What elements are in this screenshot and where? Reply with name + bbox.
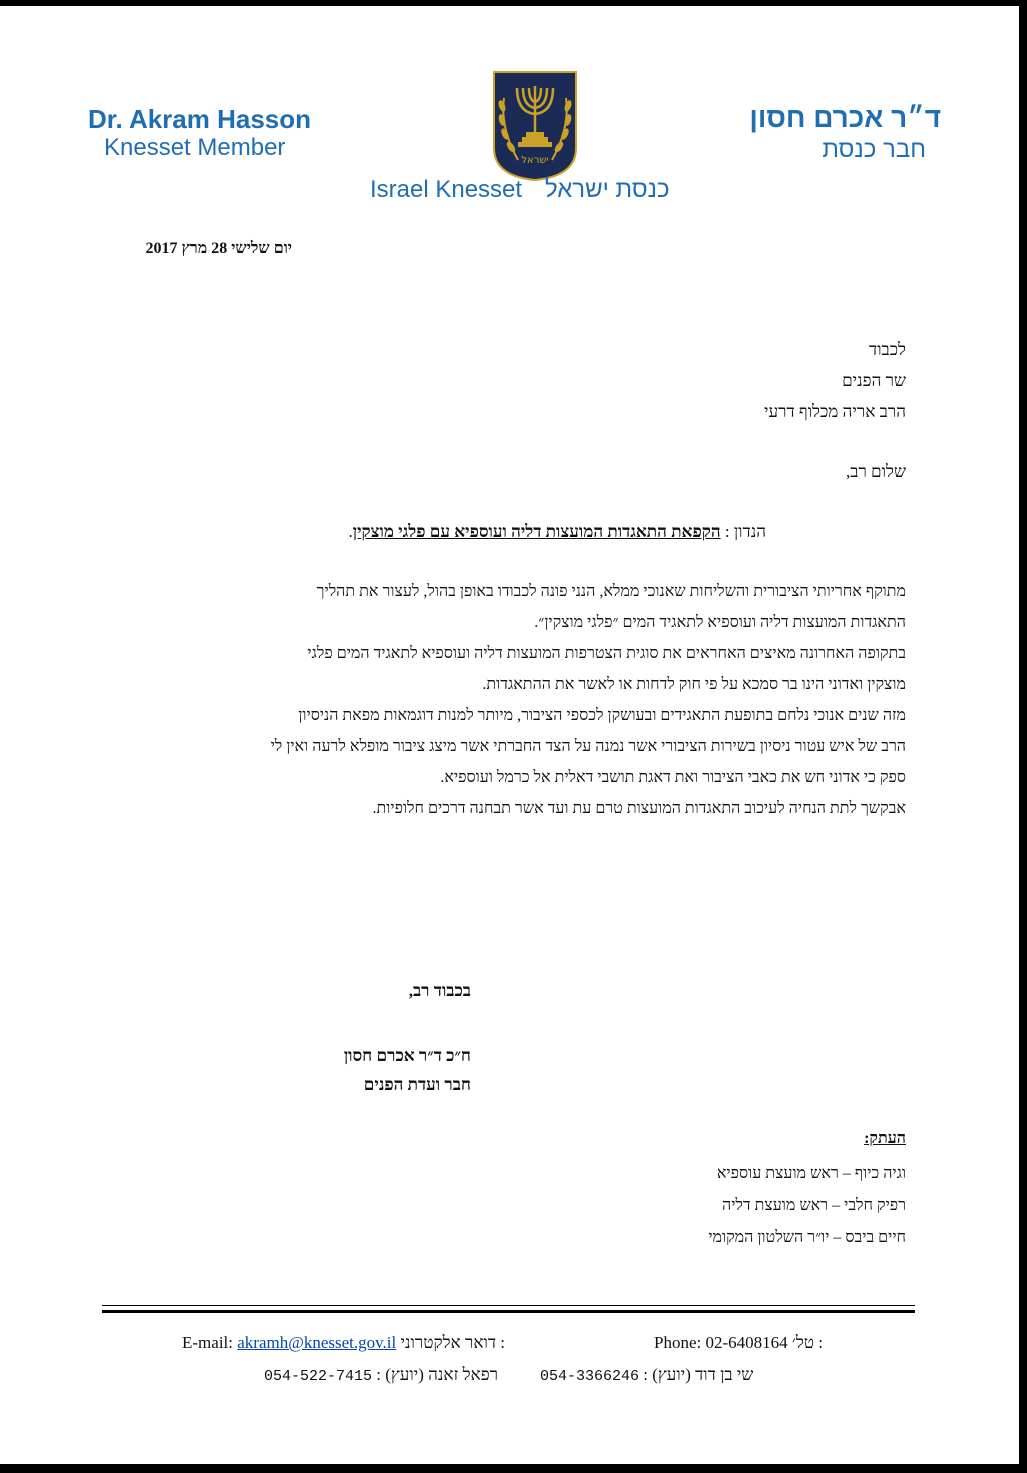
- body-line: מתוקף אחריותי הציבורית והשליחות שאנוכי ממלא, הנני פונה לכבודו באופן בהול, לעצור את תהליך: [316, 583, 906, 600]
- cc-item: וגיה כיוף – ראש מועצת עוספיא: [716, 1165, 906, 1182]
- emblem-caption: ישראל: [521, 155, 549, 166]
- footer-email-row: [182, 1333, 505, 1353]
- addressee-line-2: שר הפנים: [842, 371, 906, 390]
- phone-number: 02-6408164: [705, 1333, 788, 1352]
- header-en-name: Dr. Akram Hasson: [88, 104, 312, 134]
- body-line: מוצקין ואדוני הינו בר סמכא על פי חוק לדחות או לאשר את ההתאגדות.: [482, 676, 906, 693]
- phone-he-label: : טל׳: [791, 1333, 824, 1352]
- body-line: מזה שנים אנוכי נלחם בתופעת התאגידים ובעושקן לכספי הציבור, מיותר למנות דוגמאות מפאת הניסיון: [298, 707, 906, 724]
- body-line: אבקשך לתת הנחיה לעיכוב התאגדות המועצות טרם עת ועד אשר תבחנה דרכים חלופיות.: [372, 800, 906, 817]
- letter-body: [136, 576, 906, 824]
- footer-divider-thick: [102, 1310, 915, 1313]
- addressee-line-1: לכבוד: [869, 340, 906, 359]
- cc-item: רפיק חלבי – ראש מועצת דליה: [722, 1197, 906, 1214]
- cc-label: העתק:: [864, 1130, 906, 1147]
- letter-page: [0, 6, 1019, 1464]
- signer-title: חבר ועדת הפנים: [363, 1075, 471, 1094]
- body-line: התאגדות המועצות דליה ועוספיא לתאגיד המים ״פלגי מוצקין״.: [534, 614, 906, 631]
- footer-phone-row: [654, 1333, 823, 1353]
- signer-name: ח״כ ד״ר אכרם חסון: [343, 1046, 471, 1065]
- knesset-he-label: כנסת ישראל: [545, 176, 670, 203]
- phone-label: Phone:: [654, 1333, 702, 1352]
- cc-item: חיים ביבס – יו״ר השלטון המקומי: [708, 1229, 906, 1246]
- body-line: בתקופה האחרונה מאיצים האחראים את סוגית הצטרפות המועצות דליה ועוספיא לתאגיד המים פלגי: [307, 645, 906, 662]
- subject-line: [348, 522, 766, 542]
- footer-advisor-2: [264, 1365, 498, 1385]
- greeting: שלום רב,: [846, 462, 906, 481]
- email-label: E-mail:: [182, 1333, 233, 1352]
- email-link[interactable]: akramh@knesset.gov.il: [237, 1333, 397, 1352]
- advisor-2-phone: 054-522-7415: [264, 1368, 373, 1385]
- email-he-label: : דואר אלקטרוני: [400, 1333, 506, 1352]
- letter-date: יום שלישי 28 מרץ 2017: [145, 240, 292, 257]
- body-line: ספק כי אדוני חש את כאבי הציבור ואת דאגת תושבי דאלית אל כרמל ועוספיא.: [440, 769, 906, 786]
- addressee-line-3: הרב אריה מכלוף דרעי: [764, 402, 906, 421]
- footer-divider: [102, 1305, 915, 1306]
- header-he-name: ד״ר אכרם חסון: [749, 102, 941, 133]
- closing-regards: בכבוד רב,: [408, 981, 471, 1000]
- header-en-role: Knesset Member: [104, 134, 286, 161]
- knesset-en-label: Israel Knesset: [370, 176, 523, 203]
- advisor-1-phone: 054-3366246: [540, 1368, 640, 1385]
- knesset-emblem-icon: [490, 68, 580, 183]
- advisor-1-name: שי בן דוד (יועץ) :: [643, 1365, 754, 1384]
- subject-text: הקפאת התאגדות המועצות דליה ועוספיא עם פלגי מוצקין: [352, 522, 721, 541]
- footer-advisor-1: [540, 1365, 753, 1385]
- body-line: הרב של איש עטור ניסיון בשירות הציבורי אשר נמנה על הצד החברתי אשר מיצג ציבור מופלא לרעה ואין לי: [270, 738, 906, 755]
- subject-end: .: [348, 522, 353, 541]
- header-he-role: חבר כנסת: [822, 136, 926, 163]
- advisor-2-name: רפאל זאנה (יועץ) :: [376, 1365, 499, 1384]
- subject-label: הנדון :: [724, 522, 766, 541]
